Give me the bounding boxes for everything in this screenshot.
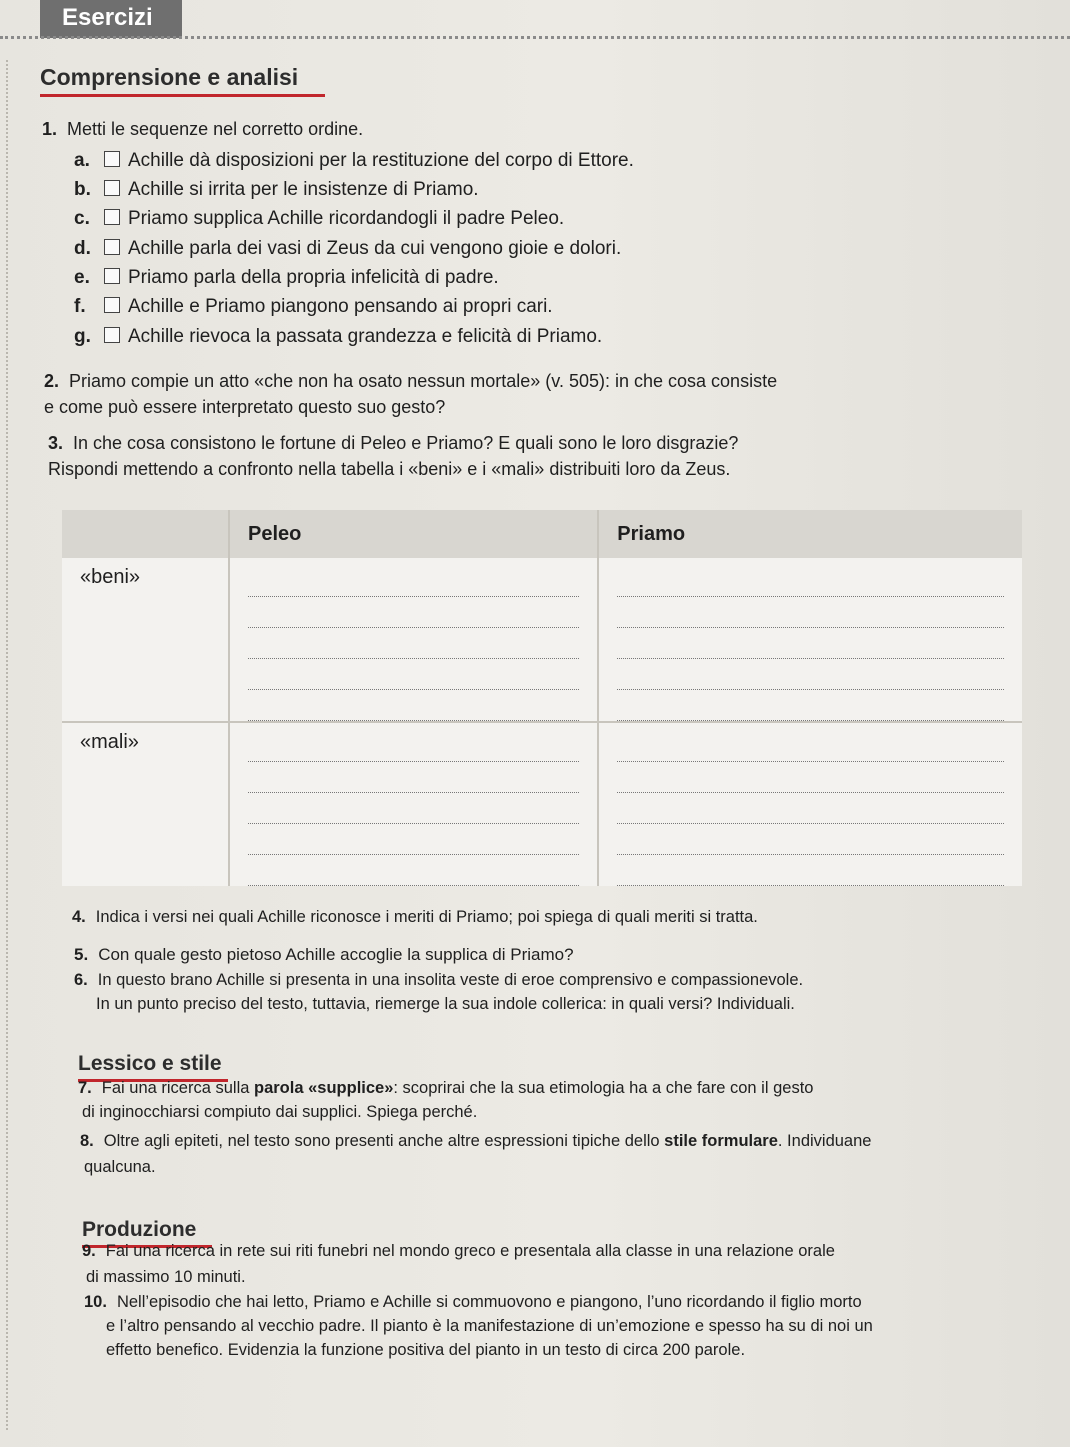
item-letter: f. <box>74 296 86 317</box>
question-1 <box>42 116 363 142</box>
header-tab: Esercizi <box>40 0 182 38</box>
question-number: 8. <box>80 1132 94 1150</box>
write-line[interactable] <box>248 855 579 886</box>
question-6 <box>74 968 803 1016</box>
order-checkbox[interactable] <box>104 239 120 255</box>
order-checkbox[interactable] <box>104 327 120 343</box>
question-text-cont: di massimo 10 minuti. <box>86 1268 246 1286</box>
item-text: Achille si irrita per le insistenze di Priamo. <box>128 179 479 200</box>
write-line[interactable] <box>248 566 579 597</box>
write-line[interactable] <box>617 597 1004 628</box>
table-row-beni <box>62 558 1022 722</box>
item-letter: e. <box>74 267 90 288</box>
question-4 <box>72 904 758 930</box>
item-letter: c. <box>74 208 90 229</box>
item-text: Achille dà disposizioni per la restituzione del corpo di Ettore. <box>128 150 634 171</box>
question-text: In che cosa consistono le fortune di Peleo e Priamo? E quali sono le loro disgrazie? <box>73 433 739 453</box>
sequence-item-g <box>74 326 602 348</box>
question-text-cont: Rispondi mettendo a confronto nella tabella i «beni» e i «mali» distribuiti loro da Zeus. <box>48 459 731 479</box>
item-text: Achille e Priamo piangono pensando ai propri cari. <box>128 296 553 317</box>
question-text: Priamo compie un atto «che non ha osato nessun mortale» (v. 505): in che cosa consiste <box>69 371 778 391</box>
write-line[interactable] <box>248 731 579 762</box>
question-text-cont: effetto benefico. Evidenzia la funzione positiva del pianto in un testo di circa 200 parole. <box>106 1341 746 1359</box>
question-8 <box>80 1128 871 1180</box>
section-title-lessico <box>78 1052 222 1076</box>
comparison-table <box>62 510 1022 886</box>
question-number: 10. <box>84 1293 107 1311</box>
question-text-cont: qualcuna. <box>84 1158 156 1176</box>
question-text-cont: e come può essere interpretato questo suo gesto? <box>44 397 446 417</box>
write-line[interactable] <box>248 762 579 793</box>
write-line[interactable] <box>617 855 1004 886</box>
row-label-beni: «beni» <box>62 558 229 722</box>
table-row-mali <box>62 722 1022 886</box>
question-text: Fai una ricerca sulla <box>101 1079 254 1097</box>
row-label-mali: «mali» <box>80 731 139 753</box>
question-number: 7. <box>78 1079 92 1097</box>
order-checkbox[interactable] <box>104 209 120 225</box>
item-letter: a. <box>74 150 90 171</box>
sequence-item-d <box>74 238 621 260</box>
question-text-cont: In un punto preciso del testo, tuttavia, riemerge la sua indole collerica: in quali versi? Individuali. <box>96 995 795 1013</box>
order-checkbox[interactable] <box>104 268 120 284</box>
write-line[interactable] <box>248 824 579 855</box>
question-text-cont: di inginocchiarsi compiuto dai supplici. Spiega perché. <box>82 1103 478 1121</box>
section-title-text: Comprensione e analisi <box>40 64 299 90</box>
item-text: Achille parla dei vasi di Zeus da cui vengono gioie e dolori. <box>128 238 622 259</box>
question-keyword: parola «supplice» <box>254 1079 394 1097</box>
item-text: Priamo supplica Achille ricordandogli il padre Peleo. <box>128 208 565 229</box>
section-title-text: Lessico e stile <box>78 1052 222 1075</box>
sequence-item-c <box>74 208 564 230</box>
sequence-item-a <box>74 150 634 172</box>
item-letter: d. <box>74 238 91 259</box>
item-letter: g. <box>74 326 91 347</box>
question-number: 4. <box>72 908 86 926</box>
write-line[interactable] <box>248 690 579 721</box>
sequence-item-b <box>74 179 479 201</box>
order-checkbox[interactable] <box>104 151 120 167</box>
question-text: Nell’episodio che hai letto, Priamo e Achille si commuovono e piangono, l’uno ricordando il figlio morto <box>116 1293 862 1311</box>
answer-cell-priamo-beni[interactable] <box>598 558 1022 722</box>
answer-cell-priamo-mali[interactable] <box>598 722 1022 886</box>
question-number: 6. <box>74 971 88 989</box>
write-line[interactable] <box>617 793 1004 824</box>
question-5 <box>74 942 574 968</box>
write-line[interactable] <box>617 566 1004 597</box>
sequence-item-f <box>74 296 553 318</box>
write-line[interactable] <box>248 659 579 690</box>
question-text: . Individuane <box>777 1132 872 1150</box>
sequence-item-e <box>74 267 499 289</box>
section-title-text: Produzione <box>82 1218 197 1241</box>
order-checkbox[interactable] <box>104 180 120 196</box>
header-dotted-rule <box>0 36 1070 39</box>
question-number: 5. <box>74 945 89 964</box>
question-number: 3. <box>48 433 64 453</box>
question-text: : scoprirai che la sua etimologia ha a che fare con il gesto <box>393 1079 814 1097</box>
question-9 <box>82 1238 835 1290</box>
item-letter: b. <box>74 179 91 200</box>
write-line[interactable] <box>617 824 1004 855</box>
question-text: Metti le sequenze nel corretto ordine. <box>67 119 364 139</box>
answer-cell-peleo-mali[interactable] <box>229 722 598 886</box>
question-text: Con quale gesto pietoso Achille accoglie la supplica di Priamo? <box>98 945 574 964</box>
column-header-peleo: Peleo <box>229 510 598 558</box>
write-line[interactable] <box>617 628 1004 659</box>
answer-cell-peleo-beni[interactable] <box>229 558 598 722</box>
question-10 <box>84 1290 873 1362</box>
write-line[interactable] <box>617 659 1004 690</box>
question-keyword: stile formulare <box>664 1132 778 1150</box>
margin-dotted-line <box>6 60 8 1430</box>
question-text: Oltre agli epiteti, nel testo sono presenti anche altre espressioni tipiche dello <box>103 1132 665 1150</box>
question-2 <box>44 368 777 420</box>
write-line[interactable] <box>248 597 579 628</box>
question-number: 9. <box>82 1242 96 1260</box>
item-text: Priamo parla della propria infelicità di padre. <box>128 267 499 288</box>
question-text-cont: e l’altro pensando al vecchio padre. Il pianto è la manifestazione di un’emozione e spesso ha su di noi un <box>106 1317 873 1335</box>
write-line[interactable] <box>248 793 579 824</box>
section-title-comprensione <box>40 64 298 91</box>
question-number: 2. <box>44 371 60 391</box>
section-underline <box>40 94 325 97</box>
question-3 <box>48 430 738 482</box>
write-line[interactable] <box>617 762 1004 793</box>
question-text: Fai una ricerca in rete sui riti funebri nel mondo greco e presentala alla classe in una relazione orale <box>105 1242 835 1260</box>
table-header-row <box>62 510 1022 558</box>
order-checkbox[interactable] <box>104 297 120 313</box>
write-line[interactable] <box>248 628 579 659</box>
column-header-priamo: Priamo <box>598 510 1022 558</box>
write-line[interactable] <box>617 690 1004 721</box>
question-text: In questo brano Achille si presenta in una insolita veste di eroe comprensivo e compassionevole. <box>97 971 804 989</box>
question-7 <box>78 1076 813 1124</box>
item-text: Achille rievoca la passata grandezza e felicità di Priamo. <box>128 326 603 347</box>
write-line[interactable] <box>617 731 1004 762</box>
question-number: 1. <box>42 119 58 139</box>
question-text: Indica i versi nei quali Achille riconosce i meriti di Priamo; poi spiega di quali meriti si tratta. <box>95 908 758 926</box>
table-corner-cell <box>62 510 229 558</box>
